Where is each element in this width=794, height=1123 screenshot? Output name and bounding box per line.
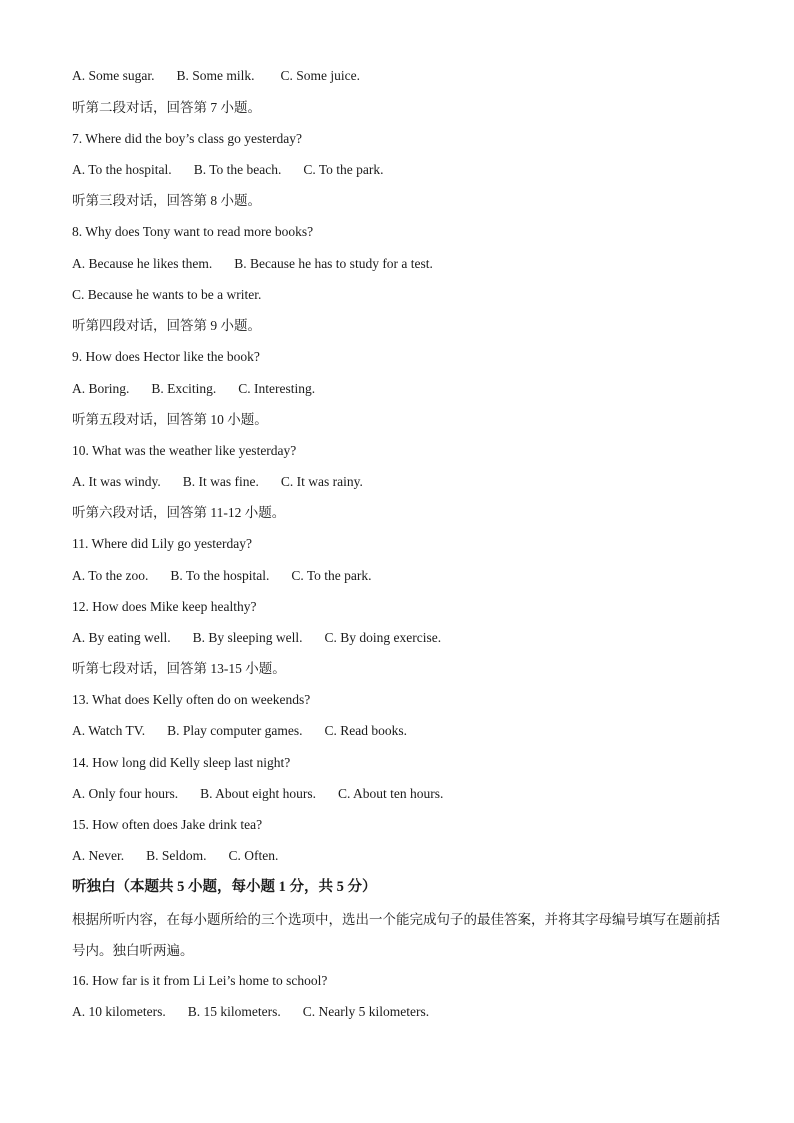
option-c: C. Nearly 5 kilometers. xyxy=(302,1004,430,1019)
question-16: 16. How far is it from Li Lei’s home to school? xyxy=(72,973,328,988)
question-12: 12. How does Mike keep healthy? xyxy=(72,599,257,614)
question-14: 14. How long did Kelly sleep last night? xyxy=(72,755,291,770)
option-a: A. Watch TV. xyxy=(72,723,146,738)
q14-options xyxy=(72,785,443,803)
q16-options xyxy=(72,1003,429,1021)
option-c: C. Often. xyxy=(228,848,279,863)
option-b: B. To the hospital. xyxy=(170,568,270,583)
dialog-2-heading: 听第二段对话，回答第 7 小题。 xyxy=(72,100,261,115)
option-a: A. By eating well. xyxy=(72,630,171,645)
option-b: B. Seldom. xyxy=(146,848,207,863)
dialog-6-heading: 听第六段对话，回答第 11-12 小题。 xyxy=(72,505,286,520)
option-b: B. It was fine. xyxy=(182,474,259,489)
q10-options xyxy=(72,473,363,491)
option-c: C. About ten hours. xyxy=(338,786,444,801)
option-a: A. It was windy. xyxy=(72,474,161,489)
option-c: C. Interesting. xyxy=(238,381,316,396)
q13-options xyxy=(72,722,407,740)
q15-options xyxy=(72,847,278,865)
option-b: B. 15 kilometers. xyxy=(187,1004,281,1019)
option-a: A. To the zoo. xyxy=(72,568,149,583)
monologue-instruction: 根据所听内容，在每小题所给的三个选项中，选出一个能完成句子的最佳答案，并将其字母编号填写在题前括号内。独白听两遍。 xyxy=(72,912,720,958)
dialog-3-heading: 听第三段对话，回答第 8 小题。 xyxy=(72,193,261,208)
option-c: C. Read books. xyxy=(324,723,408,738)
option-b: B. About eight hours. xyxy=(200,786,317,801)
option-c: C. Some juice. xyxy=(280,68,361,83)
option-a: A. Only four hours. xyxy=(72,786,179,801)
option-b: B. By sleeping well. xyxy=(192,630,303,645)
question-7: 7. Where did the boy’s class go yesterday? xyxy=(72,131,302,146)
question-13: 13. What does Kelly often do on weekends? xyxy=(72,692,311,707)
option-c: C. To the park. xyxy=(303,162,384,177)
option-a: A. Boring. xyxy=(72,381,130,396)
q8-options-row2 xyxy=(72,286,261,304)
q7-options xyxy=(72,161,384,179)
option-c: C. It was rainy. xyxy=(280,474,363,489)
option-a: A. Never. xyxy=(72,848,125,863)
dialog-4-heading: 听第四段对话，回答第 9 小题。 xyxy=(72,318,261,333)
option-c: C. Because he wants to be a writer. xyxy=(72,287,262,302)
option-b: B. Some milk. xyxy=(176,68,255,83)
option-b: B. Exciting. xyxy=(151,381,217,396)
dialog-5-heading: 听第五段对话，回答第 10 小题。 xyxy=(72,412,268,427)
option-a: A. To the hospital. xyxy=(72,162,172,177)
option-c: C. To the park. xyxy=(291,568,372,583)
option-b: B. Because he has to study for a test. xyxy=(234,256,433,271)
question-8: 8. Why does Tony want to read more books? xyxy=(72,224,314,239)
question-11: 11. Where did Lily go yesterday? xyxy=(72,536,252,551)
question-10: 10. What was the weather like yesterday? xyxy=(72,443,297,458)
option-b: B. To the beach. xyxy=(193,162,282,177)
question-9: 9. How does Hector like the book? xyxy=(72,349,260,364)
option-c: C. By doing exercise. xyxy=(324,630,442,645)
q8-options-row1 xyxy=(72,255,433,273)
option-a: A. Some sugar. xyxy=(72,68,155,83)
q9-options xyxy=(72,380,315,398)
option-a: A. Because he likes them. xyxy=(72,256,213,271)
monologue-section-title: 听独白（本题共 5 小题，每小题 1 分，共 5 分） xyxy=(72,879,377,895)
q11-options xyxy=(72,567,372,585)
question-15: 15. How often does Jake drink tea? xyxy=(72,817,263,832)
q6-options xyxy=(72,67,360,85)
dialog-7-heading: 听第七段对话，回答第 13-15 小题。 xyxy=(72,661,286,676)
option-a: A. 10 kilometers. xyxy=(72,1004,166,1019)
option-b: B. Play computer games. xyxy=(167,723,303,738)
q12-options xyxy=(72,629,441,647)
